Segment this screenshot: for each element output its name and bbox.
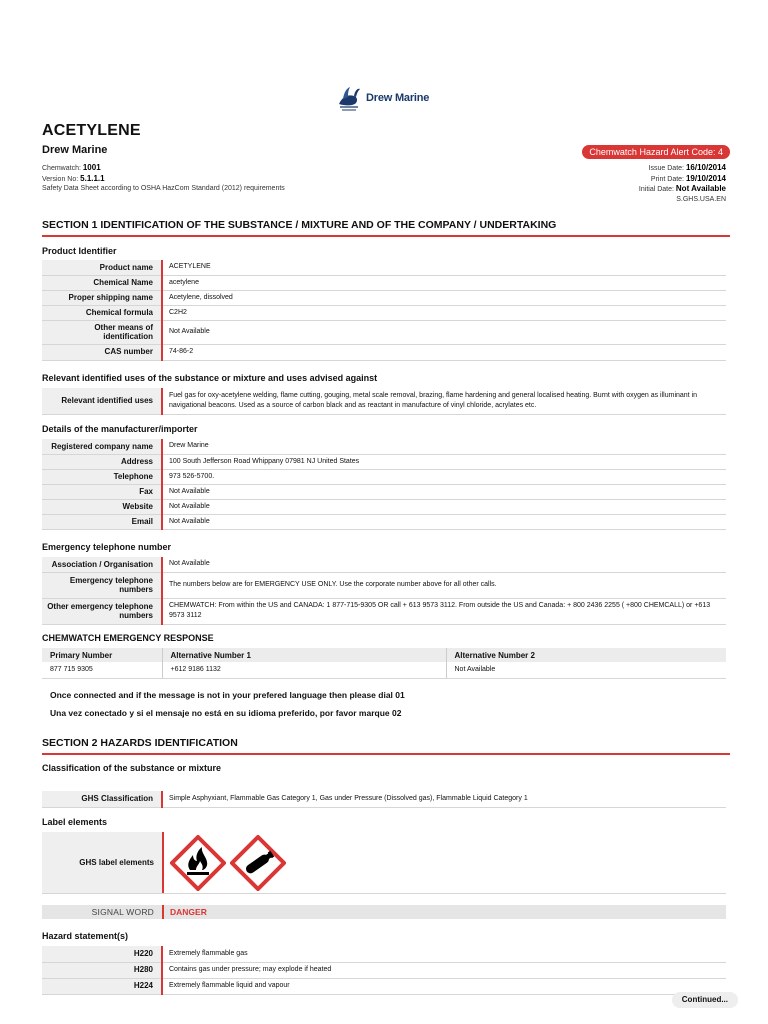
row-value: Drew Marine xyxy=(162,439,726,454)
table-row xyxy=(42,978,726,994)
row-key: Chemical Name xyxy=(42,275,162,290)
table-row xyxy=(42,499,726,514)
row-key: Address xyxy=(42,454,162,469)
table-row xyxy=(42,454,726,469)
table-cell: Not Available xyxy=(446,662,726,678)
table-row xyxy=(42,305,726,320)
product-title: ACETYLENE xyxy=(42,122,141,139)
table-row xyxy=(42,344,726,360)
table-row xyxy=(42,514,726,529)
emergency-heading: Emergency telephone number xyxy=(42,542,172,552)
hazard-code: H220 xyxy=(42,946,162,962)
document-meta-left xyxy=(42,163,285,194)
row-key: Other emergency telephone numbers xyxy=(42,598,162,624)
manufacturer-table xyxy=(42,439,726,530)
relevant-uses-heading: Relevant identified uses of the substance or mixture and uses advised against xyxy=(42,373,378,383)
row-key: GHS label elements xyxy=(42,832,162,893)
version-label: Version No: xyxy=(42,175,79,183)
row-value: 74-86-2 xyxy=(162,344,726,360)
table-row xyxy=(42,320,726,344)
issue-date-label: Issue Date: xyxy=(648,165,684,172)
issue-date-value: 16/10/2014 xyxy=(685,163,726,172)
initial-date-label: Initial Date: xyxy=(638,186,674,193)
emergency-table xyxy=(42,557,726,625)
label-elements-heading: Label elements xyxy=(42,817,108,827)
section-2-heading: SECTION 2 HAZARDS IDENTIFICATION xyxy=(42,737,730,755)
row-key: GHS Classification xyxy=(42,791,162,807)
signal-word-value: DANGER xyxy=(162,905,207,919)
column-header: Alternative Number 1 xyxy=(162,648,446,662)
chemwatch-value: 1001 xyxy=(82,163,101,172)
table-row xyxy=(42,791,726,807)
table-row xyxy=(42,962,726,978)
hazard-code: H280 xyxy=(42,962,162,978)
table-row xyxy=(42,946,726,962)
row-value: C2H2 xyxy=(162,305,726,320)
ghs-classification-table xyxy=(42,791,726,808)
table-row xyxy=(42,275,726,290)
table-row xyxy=(42,598,726,624)
sds-note: Safety Data Sheet according to OSHA HazCom Standard (2012) requirements xyxy=(42,185,285,192)
row-value: Not Available xyxy=(162,557,726,572)
hazard-code: H224 xyxy=(42,978,162,994)
row-key: Email xyxy=(42,514,162,529)
print-date-value: 19/10/2014 xyxy=(685,173,726,183)
hazard-statements-table xyxy=(42,946,726,995)
classification-heading: Classification of the substance or mixture xyxy=(42,763,222,773)
logo-text: Drew Marine xyxy=(366,92,430,104)
language-note-spanish: Una vez conectado y si el mensaje no está en su idioma preferido, por favor marque 02 xyxy=(50,708,402,718)
table-row xyxy=(42,662,726,678)
row-key: Relevant identified uses xyxy=(42,388,162,414)
row-key: Registered company name xyxy=(42,439,162,454)
emergency-response-table xyxy=(42,648,726,679)
table-row xyxy=(42,557,726,572)
initial-date-value: Not Available xyxy=(675,184,726,193)
row-value: Not Available xyxy=(162,514,726,529)
language-note-english: Once connected and if the message is not in your prefered language then please dial 01 xyxy=(50,690,405,700)
table-row xyxy=(42,484,726,499)
row-value: Acetylene, dissolved xyxy=(162,290,726,305)
row-key: Fax xyxy=(42,484,162,499)
table-row xyxy=(42,290,726,305)
hazard-statements-heading: Hazard statement(s) xyxy=(42,931,129,941)
document-meta-right xyxy=(639,163,726,204)
continued-indicator: Continued... xyxy=(672,992,738,1008)
hazard-text: Extremely flammable gas xyxy=(162,946,726,962)
row-key: Emergency telephone numbers xyxy=(42,572,162,598)
row-value: acetylene xyxy=(162,275,726,290)
document-code: S.GHS.USA.EN xyxy=(676,195,726,203)
row-key: Telephone xyxy=(42,469,162,484)
row-key: Chemical formula xyxy=(42,305,162,320)
ghs-pictograms xyxy=(162,832,286,893)
column-header: Alternative Number 2 xyxy=(446,648,726,662)
company-name: Drew Marine xyxy=(42,144,108,156)
ghs-label-elements-row xyxy=(42,832,726,894)
table-cell: 877 715 9305 xyxy=(42,662,162,678)
row-value: The numbers below are for EMERGENCY USE ONLY. Use the corporate number above for all other calls. xyxy=(162,572,726,598)
row-value: 100 South Jefferson Road Whippany 07981 NJ United States xyxy=(162,454,726,469)
emergency-response-heading: CHEMWATCH EMERGENCY RESPONSE xyxy=(42,633,214,643)
row-value: Not Available xyxy=(162,320,726,344)
hazard-text: Extremely flammable liquid and vapour xyxy=(162,978,726,994)
row-value: Fuel gas for oxy-acetylene welding, flame cutting, gouging, metal scale removal, brazing, flame hardening and general localised heating. Burnt with oxygen as illuminant in navigational beacons. Used as a source of carbon black and as reactant in manufacture of vinyl chloride, acrylates etc. xyxy=(162,388,726,414)
row-key: CAS number xyxy=(42,344,162,360)
row-value: Not Available xyxy=(162,499,726,514)
row-key: Other means of identification xyxy=(42,320,162,344)
relevant-uses-table xyxy=(42,388,726,415)
company-logo xyxy=(336,82,429,114)
flame-pictogram-icon xyxy=(170,835,226,891)
product-identifier-heading: Product Identifier xyxy=(42,246,117,256)
row-key: Association / Organisation xyxy=(42,557,162,572)
row-key: Proper shipping name xyxy=(42,290,162,305)
gas-cylinder-pictogram-icon xyxy=(230,835,286,891)
chemwatch-label: Chemwatch: xyxy=(42,165,81,172)
row-value: CHEMWATCH: From within the US and CANADA: 1 877-715-9305 OR call + 613 9573 3112. From outside the US and Canada: + 800 2436 2255 ( +800 CHEMCALL) or +613 9573 3112 xyxy=(162,598,726,624)
product-identifier-table xyxy=(42,260,726,361)
manufacturer-heading: Details of the manufacturer/importer xyxy=(42,424,198,434)
hazard-alert-badge: Chemwatch Hazard Alert Code: 4 xyxy=(582,145,730,159)
column-header: Primary Number xyxy=(42,648,162,662)
hazard-text: Contains gas under pressure; may explode if heated xyxy=(162,962,726,978)
table-row xyxy=(42,469,726,484)
row-value: Simple Asphyxiant, Flammable Gas Category 1, Gas under Pressure (Dissolved gas), Flammable Liquid Category 1 xyxy=(162,791,726,807)
table-row xyxy=(42,388,726,414)
table-row xyxy=(42,439,726,454)
table-row xyxy=(42,260,726,275)
row-key: Product name xyxy=(42,260,162,275)
row-value: ACETYLENE xyxy=(162,260,726,275)
row-value: 973 526-5700. xyxy=(162,469,726,484)
print-date-label: Print Date: xyxy=(650,175,684,183)
section-1-heading: SECTION 1 IDENTIFICATION OF THE SUBSTANCE / MIXTURE AND OF THE COMPANY / UNDERTAKING xyxy=(42,219,730,237)
table-row xyxy=(42,572,726,598)
row-value: Not Available xyxy=(162,484,726,499)
table-cell: +612 9186 1132 xyxy=(162,662,446,678)
row-key: Website xyxy=(42,499,162,514)
signal-word-row xyxy=(42,905,726,919)
version-value: 5.1.1.1 xyxy=(80,173,105,183)
signal-word-label: SIGNAL WORD xyxy=(91,907,154,917)
table-header-row xyxy=(42,648,726,662)
drew-marine-bird-icon xyxy=(336,84,362,112)
